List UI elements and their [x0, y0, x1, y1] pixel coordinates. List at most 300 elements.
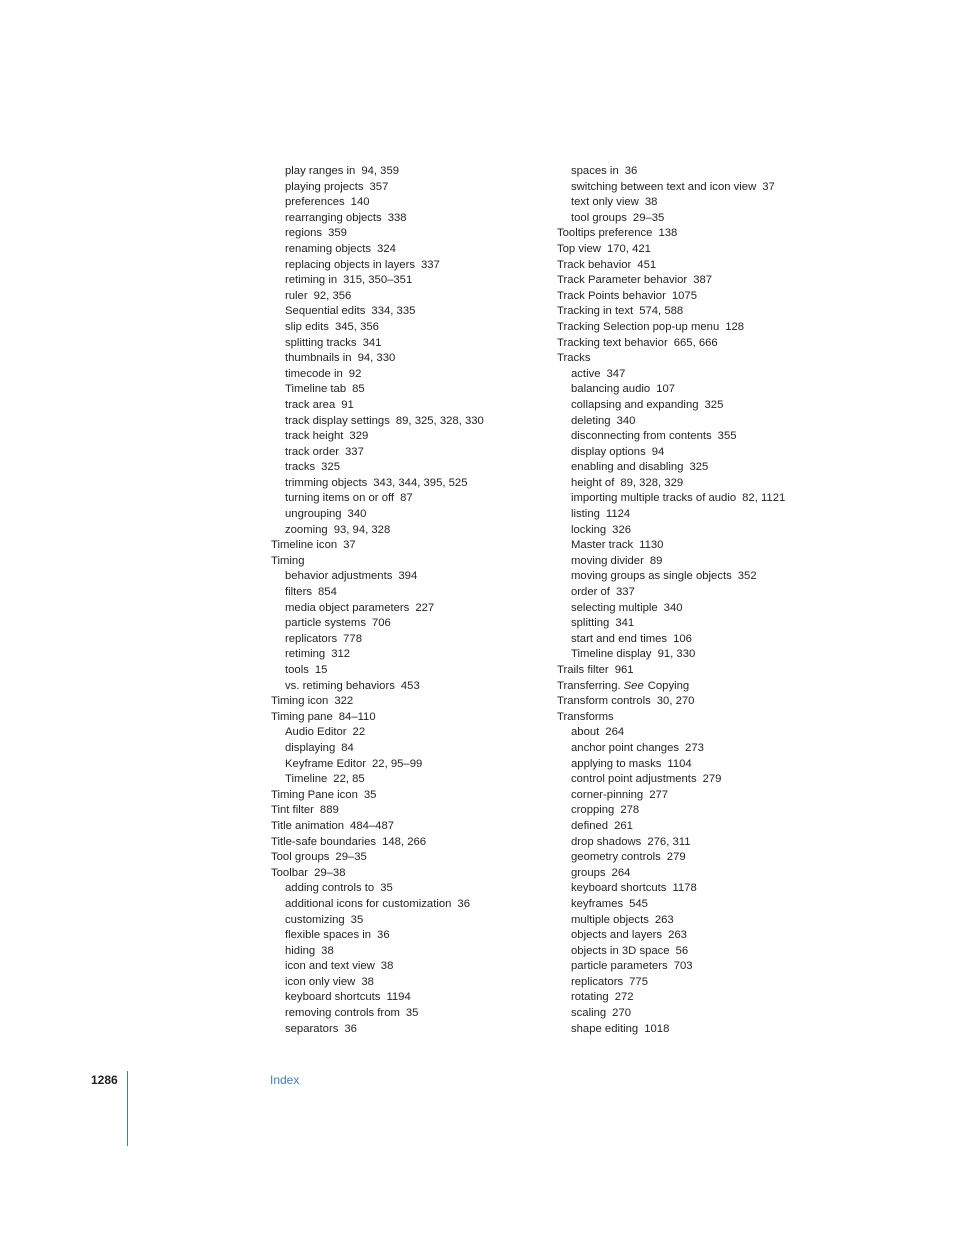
index-subentry — [271, 304, 541, 320]
index-page-refs[interactable]: 138 — [658, 227, 678, 240]
index-term: Timeline — [285, 773, 328, 786]
index-column-right — [557, 164, 827, 1037]
index-term: play ranges in — [285, 165, 356, 177]
index-page-refs[interactable]: 38 — [380, 960, 394, 973]
index-term: Trails filter — [557, 664, 609, 676]
index-term: track order — [285, 445, 339, 458]
index-page-refs[interactable]: 37 — [343, 539, 356, 552]
index-page-refs[interactable]: 22, 95–99 — [372, 757, 423, 770]
index-subentry — [271, 757, 541, 773]
index-term: start and end times — [571, 632, 668, 645]
index-page-refs[interactable]: 264 — [605, 726, 625, 739]
index-term: rearranging objects — [285, 211, 382, 224]
index-subentry — [557, 554, 827, 570]
index-term: keyboard shortcuts — [285, 991, 381, 1004]
index-subentry — [557, 647, 827, 663]
index-page-refs[interactable]: 484–487 — [350, 819, 395, 832]
index-subentry — [271, 647, 541, 663]
index-page-refs[interactable]: 394 — [398, 570, 418, 583]
index-page-refs[interactable]: 340 — [616, 414, 636, 427]
index-subentry — [271, 569, 541, 585]
index-term: icon and text view — [285, 960, 375, 973]
index-term: track display settings — [285, 414, 390, 427]
index-term: Transforms — [557, 710, 614, 723]
index-term: replicators — [285, 632, 338, 645]
index-subentry — [271, 258, 541, 274]
index-page-refs[interactable]: 1104 — [667, 757, 692, 770]
index-subentry — [271, 881, 541, 897]
index-term: Audio Editor — [285, 726, 347, 739]
index-page-refs[interactable]: 665, 666 — [673, 336, 718, 349]
index-page-refs[interactable]: 38 — [321, 944, 334, 957]
index-page-refs[interactable]: 87 — [400, 492, 413, 505]
index-term: corner-pinning — [571, 788, 644, 801]
index-term: particle parameters — [571, 960, 668, 973]
index-subentry — [271, 897, 541, 913]
index-entry — [557, 258, 827, 274]
index-page-refs[interactable]: 92 — [348, 367, 362, 380]
index-page-refs[interactable]: 30, 270 — [656, 695, 695, 708]
index-term: text only view — [571, 196, 639, 209]
see-target[interactable]: Copying — [647, 679, 690, 692]
index-page-refs[interactable]: 574, 588 — [639, 305, 684, 318]
index-page-refs[interactable]: 334, 335 — [371, 305, 416, 318]
index-entry — [271, 788, 541, 804]
index-term: Tint filter — [271, 804, 314, 817]
index-page-refs[interactable]: 94, 330 — [357, 352, 396, 365]
index-page-refs[interactable]: 263 — [668, 929, 687, 942]
index-page-refs[interactable]: 340 — [663, 601, 683, 614]
index-term: Tool groups — [271, 851, 330, 864]
index-page-refs[interactable]: 36 — [624, 165, 638, 177]
index-term: order of — [571, 586, 610, 599]
index-page-refs[interactable]: 85 — [352, 383, 365, 396]
index-term: anchor point changes — [571, 741, 680, 754]
index-term: active — [571, 367, 601, 380]
index-page-refs[interactable]: 36 — [457, 897, 470, 910]
index-entry — [557, 694, 827, 710]
index-term: track area — [285, 398, 336, 411]
index-subentry — [557, 382, 827, 398]
index-term: tracks — [285, 461, 316, 474]
index-page-refs[interactable]: 1194 — [386, 991, 411, 1004]
index-page-refs[interactable]: 35 — [380, 882, 393, 895]
index-page-refs[interactable]: 273 — [685, 741, 704, 754]
index-page-refs[interactable]: 92, 356 — [313, 289, 352, 302]
index-page-refs[interactable]: 1075 — [671, 289, 697, 302]
index-page-refs[interactable]: 343, 344, 395, 525 — [373, 476, 468, 489]
index-page-refs[interactable]: 341 — [615, 617, 635, 630]
index-term: cropping — [571, 804, 615, 817]
index-entry — [271, 554, 541, 570]
index-subentry — [557, 1006, 827, 1022]
index-page-refs[interactable]: 36 — [377, 929, 390, 942]
index-entry — [271, 866, 541, 882]
index-term: Title-safe boundaries — [271, 835, 377, 848]
index-term: replacing objects in layers — [285, 258, 415, 271]
index-term: scaling — [571, 1007, 607, 1020]
index-term: Tooltips preference — [557, 227, 653, 240]
index-term: multiple objects — [571, 913, 649, 926]
index-subentry — [271, 398, 541, 414]
index-subentry — [271, 195, 541, 211]
index-term: Track behavior — [557, 258, 632, 271]
index-subentry — [271, 242, 541, 258]
index-page-refs[interactable]: 94, 359 — [361, 165, 400, 177]
index-term: locking — [571, 523, 607, 536]
index-page-refs[interactable]: 341 — [362, 336, 382, 349]
index-term: importing multiple tracks of audio — [571, 492, 737, 505]
index-page-refs[interactable]: 29–35 — [632, 211, 665, 224]
index-term: control point adjustments — [571, 773, 697, 786]
index-term: objects in 3D space — [571, 944, 670, 957]
index-page-refs[interactable]: 148, 266 — [382, 835, 427, 848]
index-term: track height — [285, 430, 344, 443]
index-entry — [271, 694, 541, 710]
index-subentry — [271, 336, 541, 352]
index-term: spaces in — [571, 165, 619, 177]
index-subentry — [557, 585, 827, 601]
index-term: rotating — [571, 991, 609, 1004]
index-subentry — [557, 741, 827, 757]
index-subentry — [271, 507, 541, 523]
index-page-refs[interactable]: 326 — [612, 523, 632, 536]
index-subentry — [271, 476, 541, 492]
index-term: listing — [571, 508, 600, 521]
index-term: height of — [571, 476, 615, 489]
index-page-refs[interactable]: 775 — [629, 975, 648, 988]
index-entry — [557, 304, 827, 320]
index-subentry — [557, 460, 827, 476]
index-entry — [557, 679, 827, 695]
index-term: behavior adjustments — [285, 570, 393, 583]
index-subentry — [271, 990, 541, 1006]
index-page-refs[interactable]: 272 — [614, 991, 634, 1004]
index-subentry — [271, 616, 541, 632]
index-term: keyframes — [571, 897, 624, 910]
index-term: splitting tracks — [285, 336, 357, 349]
index-subentry — [557, 569, 827, 585]
index-page-refs[interactable]: 278 — [620, 804, 640, 817]
index-subentry — [557, 523, 827, 539]
index-page-refs[interactable]: 37 — [762, 180, 775, 193]
index-term: slip edits — [285, 320, 329, 333]
index-page-refs[interactable]: 15 — [314, 664, 328, 676]
index-term: Timeline icon — [271, 539, 338, 552]
index-term: enabling and disabling — [571, 461, 684, 474]
index-term: separators — [285, 1022, 339, 1035]
index-subentry — [557, 538, 827, 554]
index-page-refs[interactable]: 322 — [334, 695, 354, 708]
index-page-refs[interactable]: 38 — [361, 975, 374, 988]
index-term: zooming — [285, 523, 328, 536]
index-subentry — [271, 180, 541, 196]
index-entry — [557, 336, 827, 352]
index-term: turning items on or off — [285, 492, 395, 505]
index-subentry — [557, 211, 827, 227]
index-page-refs[interactable]: 961 — [614, 664, 634, 676]
index-page-refs[interactable]: 29–35 — [335, 851, 367, 864]
footer-divider — [127, 1071, 128, 1146]
index-subentry — [271, 289, 541, 305]
index-page-refs[interactable]: 106 — [673, 632, 692, 645]
index-subentry — [557, 725, 827, 741]
index-page-refs[interactable]: 329 — [349, 430, 369, 443]
index-subentry — [557, 429, 827, 445]
index-term: applying to masks — [571, 757, 662, 770]
index-page-refs[interactable]: 277 — [649, 788, 669, 801]
index-page-refs[interactable]: 270 — [612, 1007, 632, 1020]
index-term: Transferring. — [557, 679, 621, 692]
index-term: moving groups as single objects — [571, 570, 732, 583]
index-term: switching between text and icon view — [571, 180, 757, 193]
index-page-refs[interactable]: 94 — [651, 445, 665, 458]
index-page-refs[interactable]: 355 — [717, 430, 737, 443]
index-term: shape editing — [571, 1022, 639, 1035]
index-page-refs[interactable]: 264 — [611, 866, 631, 879]
index-subentry — [557, 897, 827, 913]
index-term: Top view — [557, 242, 601, 255]
index-page-refs[interactable]: 387 — [693, 274, 713, 287]
index-entry — [557, 242, 827, 258]
index-page-refs[interactable]: 35 — [363, 788, 377, 801]
index-entry — [557, 289, 827, 305]
index-page-refs[interactable]: 337 — [345, 445, 364, 458]
index-term: adding controls to — [285, 882, 375, 895]
index-term: Track Parameter behavior — [557, 274, 688, 287]
index-page-refs[interactable]: 706 — [371, 617, 391, 630]
index-subentry — [557, 975, 827, 991]
index-entry — [271, 710, 541, 726]
index-page-refs[interactable]: 453 — [400, 679, 420, 692]
index-page-refs[interactable]: 35 — [405, 1007, 419, 1020]
index-term: preferences — [285, 196, 345, 209]
index-page-refs[interactable]: 279 — [702, 773, 722, 786]
index-subentry — [557, 959, 827, 975]
index-term: Timing — [271, 554, 305, 567]
index-subentry — [271, 928, 541, 944]
index-page-refs[interactable]: 227 — [415, 601, 435, 614]
index-page-refs[interactable]: 545 — [629, 897, 648, 910]
index-page-refs[interactable]: 1178 — [672, 882, 697, 895]
index-term: Sequential edits — [285, 305, 366, 318]
index-page-refs[interactable]: 347 — [606, 367, 626, 380]
index-page-refs[interactable]: 854 — [318, 586, 337, 599]
index-term: removing controls from — [285, 1007, 400, 1020]
index-subentry — [271, 273, 541, 289]
index-term: displaying — [285, 741, 336, 754]
index-subentry — [557, 850, 827, 866]
index-page-refs[interactable]: 778 — [343, 632, 362, 645]
index-term: Track Points behavior — [557, 289, 666, 302]
index-term: renaming objects — [285, 242, 372, 255]
index-term: splitting — [571, 617, 610, 630]
index-page-refs[interactable]: 84–110 — [338, 710, 376, 723]
index-term: regions — [285, 227, 323, 240]
index-page-refs[interactable]: 325 — [321, 461, 340, 474]
index-entry — [557, 351, 827, 367]
index-page-refs[interactable]: 170, 421 — [606, 242, 651, 255]
index-term: drop shadows — [571, 835, 642, 848]
index-page-refs[interactable]: 35 — [350, 913, 364, 926]
index-page-refs[interactable]: 340 — [347, 508, 367, 521]
index-page-refs[interactable]: 36 — [344, 1022, 357, 1035]
index-term: retiming — [285, 648, 326, 661]
index-term: hiding — [285, 944, 316, 957]
index-term: ruler — [285, 289, 308, 302]
index-subentry — [557, 616, 827, 632]
index-page-refs[interactable]: 337 — [420, 258, 440, 271]
index-subentry — [271, 975, 541, 991]
index-term: Tracking text behavior — [557, 336, 668, 349]
index-term: icon only view — [285, 975, 356, 988]
index-subentry — [557, 788, 827, 804]
index-page-refs[interactable]: 128 — [725, 320, 745, 333]
index-subentry — [271, 725, 541, 741]
index-page-refs[interactable]: 357 — [369, 180, 389, 193]
index-subentry — [271, 382, 541, 398]
index-subentry — [271, 944, 541, 960]
index-term: objects and layers — [571, 929, 663, 942]
index-page-refs[interactable]: 82, 1121 — [742, 492, 786, 505]
index-page-refs[interactable]: 315, 350–351 — [343, 274, 413, 287]
index-page-refs[interactable]: 312 — [331, 648, 351, 661]
index-page-refs[interactable]: 84 — [341, 741, 354, 754]
section-link-index[interactable]: Index — [270, 1073, 300, 1087]
index-term: flexible spaces in — [285, 929, 372, 942]
index-term: tools — [285, 664, 309, 676]
index-subentry — [557, 414, 827, 430]
index-subentry — [557, 398, 827, 414]
index-term: collapsing and expanding — [571, 398, 699, 411]
index-term: groups — [571, 866, 606, 879]
index-subentry — [557, 1022, 827, 1038]
index-page-refs[interactable]: 352 — [737, 570, 757, 583]
index-page-refs[interactable]: 279 — [666, 851, 686, 864]
index-subentry — [271, 772, 541, 788]
index-page-refs[interactable]: 140 — [350, 196, 370, 209]
index-term: Timing icon — [271, 695, 329, 708]
index-page-refs[interactable]: 91 — [341, 398, 354, 411]
index-term: playing projects — [285, 180, 364, 193]
index-term: Transform controls — [557, 695, 651, 708]
index-page-refs[interactable]: 324 — [377, 242, 396, 255]
index-subentry — [271, 741, 541, 757]
index-page-refs[interactable]: 337 — [615, 586, 635, 599]
index-term: Timeline tab — [285, 383, 347, 396]
index-term: filters — [285, 586, 312, 599]
index-subentry — [271, 414, 541, 430]
index-term: Keyframe Editor — [285, 757, 366, 770]
index-page-refs[interactable]: 89, 328, 329 — [620, 476, 684, 489]
index-subentry — [557, 367, 827, 383]
index-subentry — [557, 476, 827, 492]
index-page-refs[interactable]: 22, 85 — [333, 773, 365, 786]
index-page-refs[interactable]: 325 — [689, 461, 709, 474]
index-page-refs[interactable]: 38 — [644, 196, 658, 209]
index-term: Tracking in text — [557, 305, 634, 318]
index-page-refs[interactable]: 1130 — [639, 539, 664, 552]
index-page-refs[interactable]: 338 — [387, 211, 407, 224]
index-page-refs[interactable]: 107 — [656, 383, 676, 396]
index-subentry — [557, 881, 827, 897]
index-subentry — [557, 445, 827, 461]
index-subentry — [271, 523, 541, 539]
index-term: deleting — [571, 414, 611, 427]
index-page-refs[interactable]: 345, 356 — [334, 320, 379, 333]
index-subentry — [557, 835, 827, 851]
index-term: defined — [571, 819, 609, 832]
index-subentry — [557, 819, 827, 835]
index-subentry — [557, 601, 827, 617]
index-subentry — [557, 757, 827, 773]
index-page-refs[interactable]: 261 — [614, 819, 633, 832]
index-entry — [271, 835, 541, 851]
index-subentry — [271, 585, 541, 601]
index-entry — [271, 538, 541, 554]
index-term: timecode in — [285, 367, 343, 380]
index-page-refs[interactable]: 703 — [673, 960, 693, 973]
index-entry — [271, 850, 541, 866]
index-subentry — [557, 164, 827, 180]
index-page-refs[interactable]: 359 — [328, 227, 347, 240]
index-entry — [271, 819, 541, 835]
index-term: Timing pane — [271, 710, 333, 723]
page-number: 1286 — [91, 1073, 118, 1087]
index-subentry — [271, 211, 541, 227]
index-term: vs. retiming behaviors — [285, 679, 395, 692]
index-page-refs[interactable]: 451 — [637, 258, 657, 271]
index-subentry — [271, 1006, 541, 1022]
index-subentry — [271, 226, 541, 242]
index-subentry — [271, 429, 541, 445]
index-page-refs[interactable]: 29–38 — [314, 866, 346, 879]
index-subentry — [557, 990, 827, 1006]
index-page-refs[interactable]: 325 — [704, 398, 724, 411]
index-entry — [557, 710, 827, 726]
index-page-refs[interactable]: 93, 94, 328 — [333, 523, 391, 536]
index-page-refs[interactable]: 22 — [352, 726, 366, 739]
index-subentry — [271, 460, 541, 476]
index-term: retiming in — [285, 274, 338, 287]
index-term: Toolbar — [271, 866, 309, 879]
index-subentry — [271, 351, 541, 367]
index-term: moving divider — [571, 554, 644, 567]
index-term: thumbnails in — [285, 352, 352, 365]
index-term: additional icons for customization — [285, 897, 452, 910]
index-subentry — [271, 445, 541, 461]
index-subentry — [271, 679, 541, 695]
index-subentry — [557, 491, 827, 507]
index-page-refs[interactable]: 89 — [649, 554, 663, 567]
index-subentry — [557, 944, 827, 960]
index-page-refs[interactable]: 263 — [654, 913, 674, 926]
index-term: tool groups — [571, 211, 627, 224]
index-subentry — [557, 180, 827, 196]
index-page-refs[interactable]: 1018 — [644, 1022, 670, 1035]
index-page-refs[interactable]: 276, 311 — [647, 835, 691, 848]
index-page-refs[interactable]: 91, 330 — [657, 648, 696, 661]
index-page-refs[interactable]: 56 — [675, 944, 689, 957]
index-entry — [557, 273, 827, 289]
index-entry — [557, 320, 827, 336]
index-term: replicators — [571, 975, 624, 988]
index-page-refs[interactable]: 1124 — [605, 508, 631, 521]
index-page-refs[interactable]: 89, 325, 328, 330 — [395, 414, 484, 427]
index-term: Timing Pane icon — [271, 788, 358, 801]
index-term: about — [571, 726, 600, 739]
index-page-refs[interactable]: 889 — [319, 804, 339, 817]
